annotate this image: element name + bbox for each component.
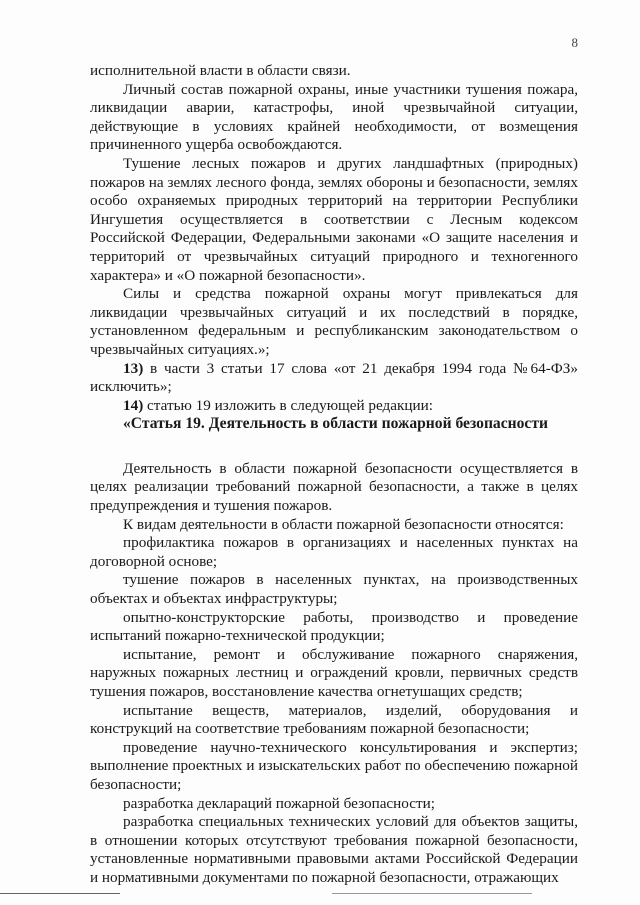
amendment-item-14 (90, 397, 578, 416)
page-number: 8 (571, 35, 578, 50)
paragraph-continuation: исполнительной власти в области связи. (90, 62, 351, 79)
amendment-number: 14) (123, 396, 144, 414)
list-item-materials-testing: испытание веществ, материалов, изделий, оборудования и конструкций на соответствие требованиям пожарной безопасности; (90, 701, 578, 738)
list-item-prevention: профилактика пожаров в организациях и населенных пунктах на договорной основе; (90, 534, 578, 570)
amendment-item-13 (90, 360, 578, 397)
paragraph-personnel-liability: Личный состав пожарной охраны, иные участники тушения пожара, ликвидации аварии, катастрофы, иной чрезвычайной ситуации, действующие в условиях крайней необходимости, от возмещения причиненного ущерба освобождаются. (90, 80, 578, 154)
amendment-text: статью 19 изложить в следующей редакции: (143, 396, 433, 414)
paragraph-activity-goals: Деятельность в области пожарной безопасности осуществляется в целях реализации требований пожарной безопасности, а также в целях предупреждения и тушения пожаров. (90, 459, 578, 515)
list-item-extinguishing: тушение пожаров в населенных пунктах, на производственных объектах и объектах инфраструктуры; (90, 571, 578, 608)
list-item-equipment-testing: испытание, ремонт и обслуживание пожарного снаряжения, наружных пожарных лестниц и ограждений кровли, первичных средств тушения пожаров, восстановление качества огнетушащих средств; (90, 645, 578, 700)
article-heading: «Статья 19. Деятельность в области пожарной безопасности (123, 415, 548, 433)
spacer (90, 434, 578, 460)
list-item-consulting: проведение научно-технического консультирования и экспертиз; выполнение проектных и изыскательских работ по обеспечению пожарной безопасности; (90, 738, 578, 793)
paragraph-activity-types-intro: К видам деятельности в области пожарной безопасности относятся: (123, 515, 564, 533)
amendment-text: в части 3 статьи 17 слова «от 21 декабря 1994 года №64-ФЗ» исключить»; (90, 359, 578, 396)
scan-artifact-line (0, 893, 120, 894)
paragraph-forest-fires: Тушение лесных пожаров и других ландшафтных (природных) пожаров на землях лесного фонда, землях обороны и безопасности, землях особо охраняемых природных территорий на территории Республики Ингушетия осуществляется в соответствии с Лесным кодексом Российской Федерации, Федеральными законами «О защите населения и территорий от чрезвычайных ситуаций природного и техногенного характера» и «О пожарной безопасности». (90, 154, 578, 284)
amendment-number: 13) (123, 359, 144, 377)
list-item-declarations: разработка деклараций пожарной безопасности; (123, 794, 436, 812)
document-body (90, 62, 578, 888)
scan-artifact-line (332, 893, 532, 894)
list-item-rnd: опытно-конструкторские работы, производство и проведение испытаний пожарно-технической продукции; (90, 608, 578, 645)
list-item-special-conditions: разработка специальных технических условий для объектов защиты, в отношении которых отсутствуют требования пожарной безопасности, установленные нормативными правовыми актами Российской Федерации и нормативными документами по пожарной безопасности, отражающих (90, 813, 578, 886)
paragraph-forces-and-means: Силы и средства пожарной охраны могут привлекаться для ликвидации чрезвычайных ситуаций и их последствий в порядке, установленном федеральным и республиканским законодательством о чрезвычайных ситуациях.»; (90, 285, 578, 358)
